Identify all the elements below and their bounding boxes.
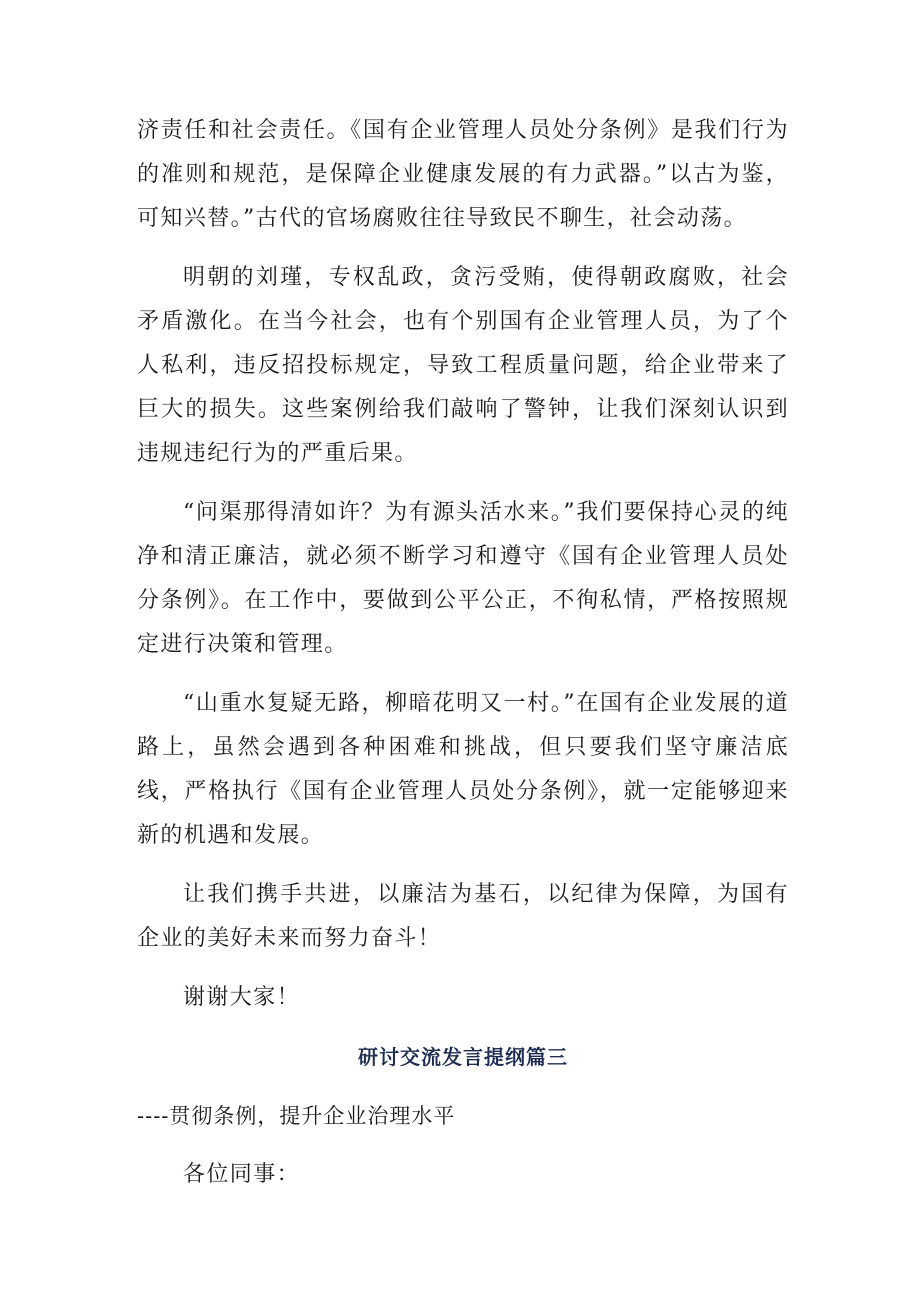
section-heading: 研讨交流发言提纲篇三 — [358, 1045, 568, 1069]
paragraph-gap — [137, 1020, 789, 1035]
paragraph-3: “问渠那得清如许？为有源头活水来。”我们要保持心灵的纯净和清正廉洁，就必须不断学习和遵守《国有企业管理人员处分条例》。在工作中，要做到公平公正，不徇私情，严格按照规定进行决策和管理。 — [137, 500, 789, 657]
section-subtitle: ----贯彻条例，提升企业治理水平 — [137, 1104, 456, 1128]
paragraph-gap — [137, 1138, 789, 1153]
paragraph-gap — [137, 961, 789, 976]
document-page — [137, 109, 789, 1197]
paragraph-4: “山重水复疑无路，柳暗花明又一村。”在国有企业发展的道路上，虽然会遇到各种困难和挑战，但只要我们坚守廉洁底线，严格执行《国有企业管理人员处分条例》，就一定能够迎来新的机遇和发展。 — [137, 691, 789, 848]
paragraph-6: 谢谢大家！ — [183, 985, 301, 1010]
paragraph-gap — [137, 667, 789, 682]
paragraph-1: 济责任和社会责任。《国有企业管理人员处分条例》是我们行为的准则和规范，是保障企业健康发展的有力武器。”以古为鉴，可知兴替。”古代的官场腐败往往导致民不聊生，社会动荡。 — [137, 118, 789, 231]
paragraph-2: 明朝的刘瑾，专权乱政，贪污受贿，使得朝政腐败，社会矛盾激化。在当今社会，也有个别国有企业管理人员，为了个人私利，违反招投标规定，导致工程质量问题，给企业带来了巨大的损失。这些案例给我们敲响了警钟，让我们深刻认识到违规违纪行为的严重后果。 — [137, 265, 789, 466]
paragraph-gap — [137, 1079, 789, 1094]
greeting: 各位同事： — [183, 1162, 301, 1187]
paragraph-gap — [137, 476, 789, 491]
paragraph-5: 让我们携手共进，以廉洁为基石，以纪律为保障，为国有企业的美好未来而努力奋斗！ — [137, 882, 789, 951]
paragraph-gap — [137, 241, 789, 256]
paragraph-gap — [137, 858, 789, 873]
